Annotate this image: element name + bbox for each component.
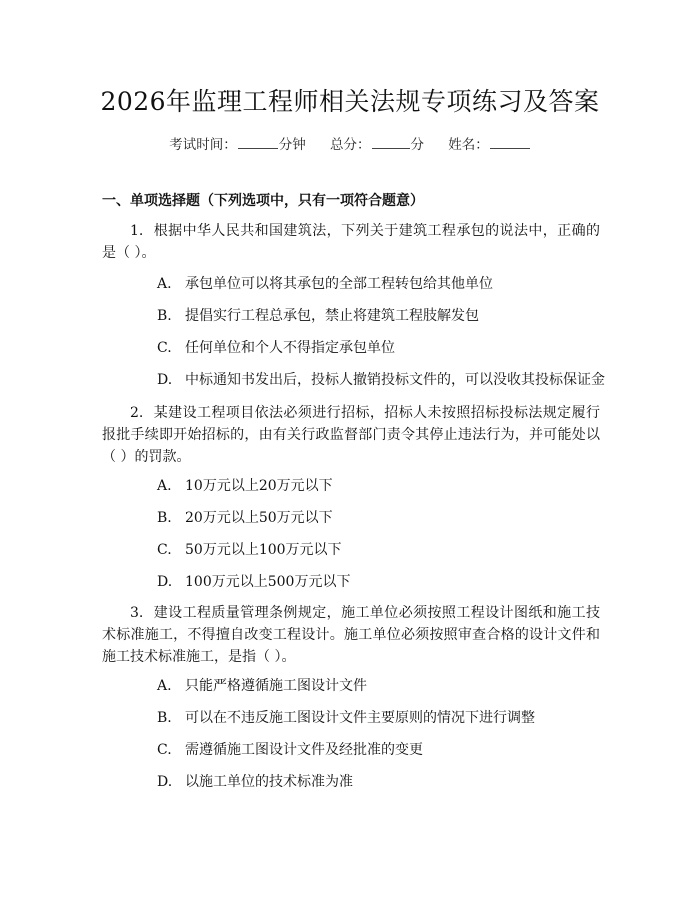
question-3-option-b (157, 708, 607, 728)
option-text: 10万元以上20万元以下 (185, 478, 333, 494)
option-letter: D. (157, 372, 173, 388)
option-text: 承包单位可以将其承包的全部工程转包给其他单位 (185, 276, 493, 292)
question-1-option-d (157, 370, 607, 390)
option-text: 需遵循施工图设计文件及经批准的变更 (185, 742, 423, 758)
option-text: 20万元以上50万元以下 (185, 510, 333, 526)
option-text: 以施工单位的技术标准为准 (185, 774, 353, 790)
option-text: 100万元以上500万元以下 (185, 574, 351, 590)
total-score-field (330, 133, 424, 153)
option-letter: A. (157, 478, 172, 494)
total-score-blank (372, 148, 410, 149)
question-1-option-b (157, 306, 607, 326)
exam-time-blank (238, 148, 278, 149)
question-3-option-d (157, 772, 607, 792)
option-letter: B. (157, 510, 172, 526)
exam-info-row (0, 133, 700, 153)
option-letter: A. (157, 678, 172, 694)
question-2-option-b (157, 508, 607, 528)
option-letter: B. (157, 710, 172, 726)
name-label: 姓名： (448, 137, 489, 153)
question-3 (102, 602, 600, 668)
exam-time-field (169, 133, 306, 153)
total-score-label: 总分： (330, 137, 371, 153)
option-text: 只能严格遵循施工图设计文件 (185, 678, 367, 694)
exam-time-label: 考试时间： (169, 137, 237, 153)
question-text: 某建设工程项目依法必须进行招标，招标人未按照招标投标法规定履行报批手续即开始招标的，由有关行政监督部门责令其停止违法行为，并可能处以（ ）的罚款。 (102, 405, 600, 465)
option-text: 任何单位和个人不得指定承包单位 (185, 340, 395, 356)
question-text: 建设工程质量管理条例规定，施工单位必须按照工程设计图纸和施工技术标准施工，不得擅自改变工程设计。施工单位必须按照审查合格的设计文件和施工技术标准施工，是指（ ）。 (102, 605, 600, 665)
question-number: 2. (130, 405, 144, 421)
option-letter: C. (157, 542, 172, 558)
question-2-option-a (157, 476, 607, 496)
option-text: 提倡实行工程总承包，禁止将建筑工程肢解发包 (185, 308, 479, 324)
question-text: 根据中华人民共和国建筑法，下列关于建筑工程承包的说法中，正确的是（ ）。 (102, 223, 600, 261)
question-2 (102, 402, 600, 468)
option-letter: C. (157, 742, 172, 758)
exam-time-unit: 分钟 (278, 137, 306, 153)
option-text: 50万元以上100万元以下 (185, 542, 342, 558)
question-3-option-c (157, 740, 607, 760)
name-blank (490, 148, 530, 149)
option-letter: D. (157, 574, 173, 590)
question-1-option-c (157, 338, 607, 358)
section-heading: 一、单项选择题（下列选项中，只有一项符合题意） (102, 193, 424, 209)
question-1-option-a (157, 274, 607, 294)
question-number: 1. (130, 223, 144, 239)
option-letter: B. (157, 308, 172, 324)
option-letter: D. (157, 774, 173, 790)
question-number: 3. (130, 605, 144, 621)
question-3-option-a (157, 676, 607, 696)
option-text: 可以在不违反施工图设计文件主要原则的情况下进行调整 (185, 710, 535, 726)
option-text: 中标通知书发出后，投标人撤销投标文件的，可以没收其投标保证金 (185, 372, 605, 388)
question-2-option-c (157, 540, 607, 560)
question-2-option-d (157, 572, 607, 592)
question-1 (102, 220, 600, 264)
name-field (448, 133, 531, 153)
page-title: 2026年监理工程师相关法规专项练习及答案 (100, 87, 600, 116)
option-letter: C. (157, 340, 172, 356)
total-score-unit: 分 (410, 137, 424, 153)
option-letter: A. (157, 276, 172, 292)
